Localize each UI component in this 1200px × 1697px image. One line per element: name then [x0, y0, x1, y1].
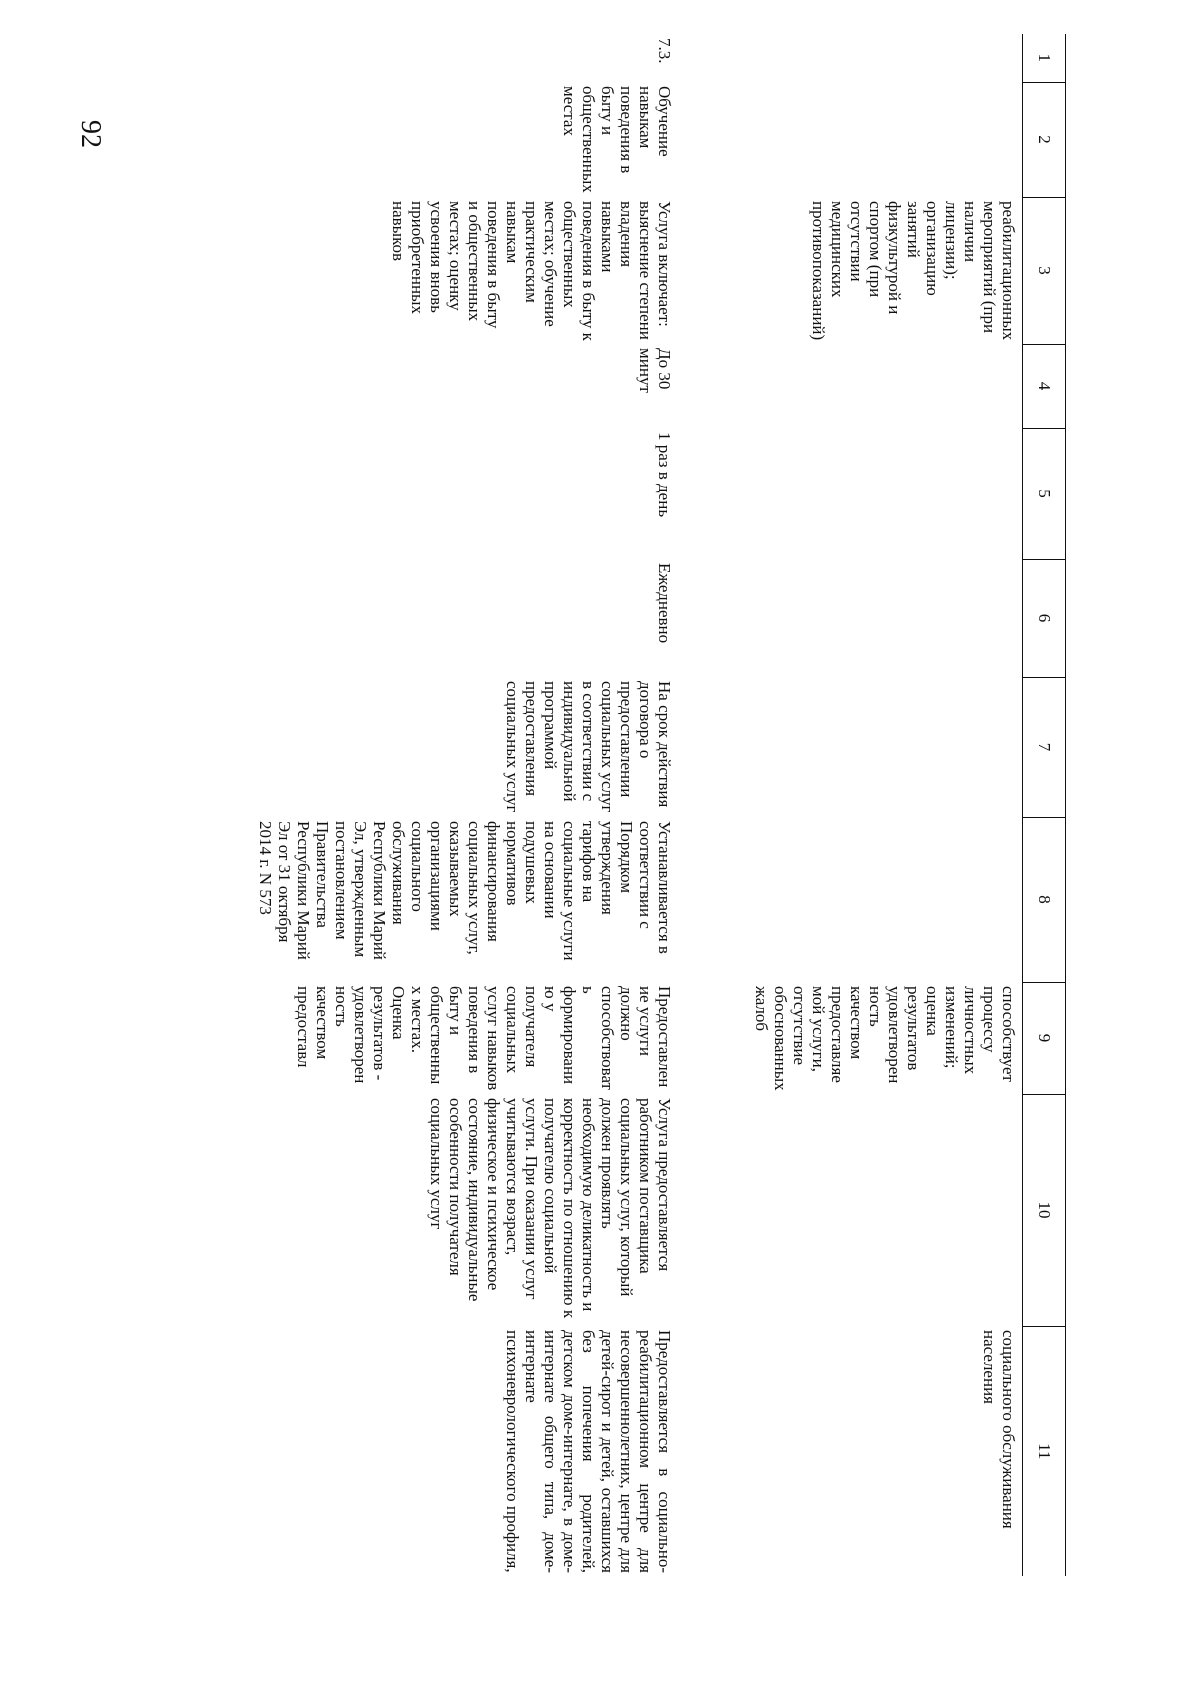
cell-description: Услуга включает: выяснение степени владения навыками поведения в быту к общественных местах; обучение практическим навыкам поведения в быту и общественных местах; оценку усвоения вновь приобретенных навыков: [389, 201, 674, 341]
cell-provider: Предоставляется в социально-реабилитационном центре для несовершеннолетних, центре для детей-сирот и детей, оставшихся без попечения родителей, детском доме-интернате, в доме-интернате общего типа, доме-интернате психоневрологического профиля,: [503, 1330, 674, 1573]
page-number: 92: [75, 120, 106, 148]
header-row: [1023, 34, 1066, 1576]
cell-number: 7.3.: [655, 38, 674, 64]
header-cell-1: 1: [1023, 34, 1066, 82]
cell-periodicity: [678, 559, 1023, 677]
cell-periodicity: Ежедневно: [655, 563, 674, 644]
header-cell-7: 7: [1023, 677, 1066, 817]
cell-frequency: 1 раз в день: [655, 432, 674, 518]
cell-service-name: Обучение навыкам поведения в быту и общественных местах: [560, 86, 674, 193]
cell-tariff: Устанавливается в соответствии с Порядком утверждения тарифов на социальные услуги на основании подушевых нормативов финансирования социальных услуг, оказываемых организациями социального обслуживания Республики Марий Эл, утвержденным постановлением Правительства Республики Марий Эл от 31 октября 2014 г. N 573: [256, 821, 674, 961]
header-cell-9: 9: [1023, 982, 1066, 1094]
rotated-table-wrapper: [138, 34, 1066, 1576]
cell-tariff: [678, 817, 1023, 982]
table-row-continuation: [678, 34, 1023, 1576]
cell-conditions: Услуга предоставляется работником поставщика социальных услуг, который должен проявлять необходимую деликатность и корректность по отношению к получателю социальной услуги. При оказании услуг учитываются возраст, физическое и психическое состояние, индивидуальные особенности получателя социальных услуг: [427, 1098, 674, 1319]
cell-description: реабилитационных мероприятий (при наличии лицензии); организацию занятий физкультурой и спортом (при отсутствии медицинских противопоказаний): [809, 201, 1018, 341]
header-cell-4: 4: [1023, 344, 1066, 428]
cell-service-name: [678, 82, 1023, 197]
header-cell-11: 11: [1023, 1326, 1066, 1576]
cell-duration: До 30 минут: [636, 348, 674, 393]
cell-frequency: [678, 428, 1023, 559]
cell-duration: [678, 344, 1023, 428]
cell-quality: Предоставление услуги должно способствовать формированию у получателя социальных услуг навыков поведения в быту и общественных местах. Оценка результатов - удовлетворенность качеством предоставл: [294, 986, 674, 1091]
services-table: [154, 34, 1066, 1576]
cell-conditions: [678, 1094, 1023, 1326]
cell-term: На срок действия договора о предоставлении социальных услуг в соответствии с индивидуальной программой предоставления социальных услуг: [503, 681, 674, 813]
cell-provider: социального обслуживания населения: [980, 1330, 1018, 1529]
header-cell-6: 6: [1023, 559, 1066, 677]
header-cell-5: 5: [1023, 428, 1066, 559]
header-cell-8: 8: [1023, 817, 1066, 982]
header-cell-10: 10: [1023, 1094, 1066, 1326]
header-cell-2: 2: [1023, 82, 1066, 197]
cell-number: [678, 34, 1023, 82]
cell-term: [678, 677, 1023, 817]
header-cell-3: 3: [1023, 197, 1066, 344]
cell-quality: способствует процессу личностных изменений; оценка результатов удовлетворенность качеством предоставляемой услуги, отсутствие обоснованных жалоб: [752, 986, 1018, 1091]
table-row-7-3: [154, 34, 678, 1576]
